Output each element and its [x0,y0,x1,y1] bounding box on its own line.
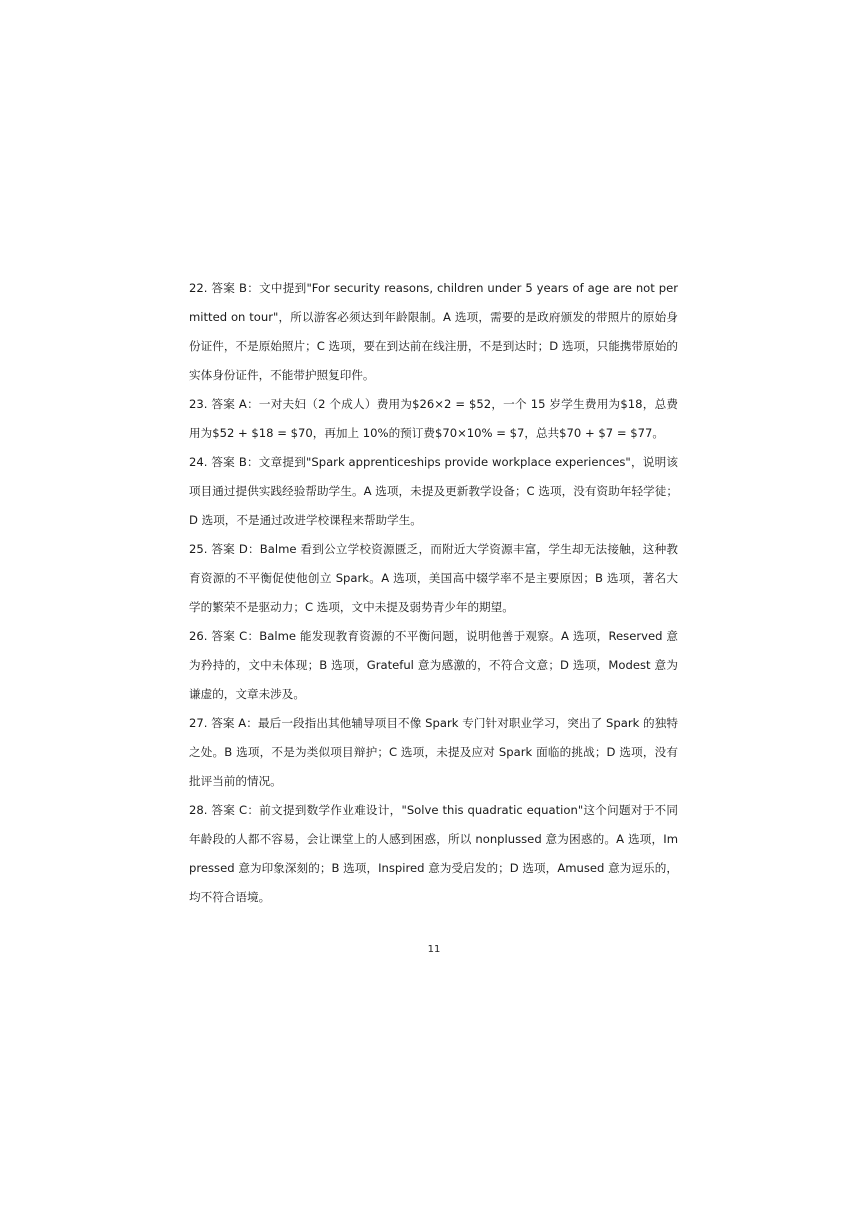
page-number: 11 [427,944,441,955]
answer-explanations [189,274,678,912]
answer-27: 27. 答案 A：最后一段指出其他辅导项目不像 Spark 专门针对职业学习，突出了 Spark 的独特之处。B 选项，不是为类似项目辩护；C 选项，未提及应对 Spark 面临的挑战；D 选项，没有批评当前的情况。 [189,716,678,788]
answer-24: 24. 答案 B：文章提到"Spark apprenticeships provide workplace experiences"，说明该项目通过提供实践经验帮助学生。A 选项，未提及更新教学设备；C 选项，没有资助年轻学徒；D 选项，不是通过改进学校课程来帮助学生。 [189,455,678,527]
answer-25: 25. 答案 D：Balme 看到公立学校资源匮乏，而附近大学资源丰富，学生却无法接触，这种教育资源的不平衡促使他创立 Spark。A 选项，美国高中辍学率不是主要原因；B 选项，著名大学的繁荣不是驱动力；C 选项，文中未提及弱势青少年的期望。 [189,542,678,614]
answer-26: 26. 答案 C：Balme 能发现教育资源的不平衡问题，说明他善于观察。A 选项，Reserved 意为矜持的，文中未体现；B 选项，Grateful 意为感激的，不符合文意；D 选项，Modest 意为谦虚的，文章未涉及。 [189,629,678,701]
answer-23: 23. 答案 A：一对夫妇（2 个成人）费用为$26×2 = $52，一个 15 岁学生费用为$18，总费用为$52 + $18 = $70，再加上 10%的预订费$70×10% = $7，总共$70 + $7 = $77。 [189,397,678,440]
answer-22: 22. 答案 B：文中提到"For security reasons, children under 5 years of age are not permitted on tour"，所以游客必须达到年龄限制。A 选项，需要的是政府颁发的带照片的原始身份证件，不是原始照片；C 选项，要在到达前在线注册，不是到达时；D 选项，只能携带原始的实体身份证件，不能带护照复印件。 [189,281,678,382]
answer-28: 28. 答案 C：前文提到数学作业难设计，"Solve this quadratic equation"这个问题对于不同年龄段的人都不容易，会让课堂上的人感到困惑，所以 nonplussed 意为困惑的。A 选项，Impressed 意为印象深刻的；B 选项，Inspired 意为受启发的；D 选项，Amused 意为逗乐的，均不符合语境。 [189,803,678,904]
